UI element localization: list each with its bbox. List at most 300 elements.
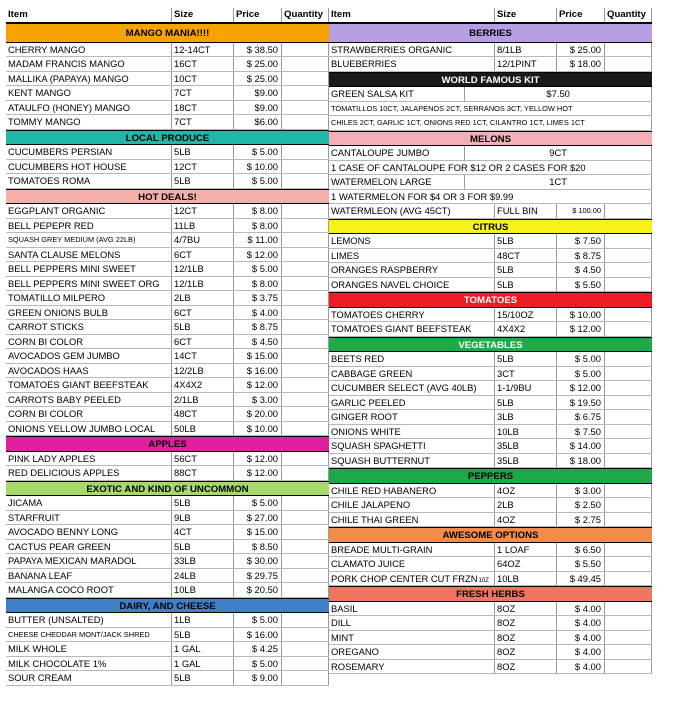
product-row [6,671,329,686]
item-price: $ 18.00 [557,57,605,71]
item-size: 10CT [172,72,234,86]
item-price: $ 20.00 [234,407,282,421]
kit-row [329,175,652,190]
item-price: $ 29.75 [234,569,282,583]
quantity-cell[interactable] [282,277,329,291]
quantity-cell[interactable] [605,425,652,439]
quantity-cell[interactable] [282,540,329,554]
product-row [6,57,329,72]
product-row [6,569,329,584]
item-size: 6CT [172,306,234,320]
item-name: BANANA LEAF [6,569,172,583]
item-price: $ 6.75 [557,410,605,424]
quantity-cell[interactable] [605,645,652,659]
product-row [329,396,652,411]
item-price: $ 15.00 [234,349,282,363]
quantity-cell[interactable] [605,263,652,277]
quantity-column-header: Quantity [605,8,652,22]
item-size: 35LB [495,454,557,468]
item-name: BLUEBERRIES [329,57,495,71]
product-row [329,57,652,72]
item-price: $ 12.00 [234,452,282,466]
item-size: 1 GAL [172,642,234,656]
quantity-cell[interactable] [605,249,652,263]
item-name: MILK WHOLE [6,642,172,656]
product-row [6,262,329,277]
column-header-row [329,8,652,23]
item-price: $ 8.00 [234,204,282,218]
item-name: OREGANO [329,645,495,659]
item-price: $ 5.50 [557,557,605,571]
item-size: 4X4X2 [495,322,557,336]
product-row [329,439,652,454]
item-size: 8OZ [495,616,557,630]
item-size: 5LB [495,396,557,410]
item-price: $ 27.00 [234,511,282,525]
quantity-cell[interactable] [282,174,329,188]
product-row [329,367,652,382]
note-row [329,102,652,117]
quantity-cell[interactable] [282,204,329,218]
item-name: AVOCADO BENNY LONG [6,525,172,539]
product-row [6,174,329,189]
category-title: APPLES [148,439,187,450]
item-size: 33LB [172,554,234,568]
item-price: $ 3.00 [557,484,605,498]
quantity-cell[interactable] [282,407,329,421]
item-name: BELL PEPPERS MINI SWEET ORG [6,277,172,291]
item-size: 1 LOAF [495,543,557,557]
item-price: $ 10.00 [557,308,605,322]
item-size: 6CT [172,335,234,349]
item-size: 10LB [495,425,557,439]
quantity-cell[interactable] [605,557,652,571]
item-name: PORK CHOP CENTER CUT FRZN10Z [329,572,495,586]
item-name: SANTA CLAUSE MELONS [6,248,172,262]
item-price: $ 20.50 [234,583,282,597]
product-row [6,277,329,292]
item-size: 6CT [172,248,234,262]
item-price: $ 2.75 [557,513,605,527]
note-row [329,116,652,131]
quantity-cell[interactable] [605,322,652,336]
product-row [6,628,329,643]
category-header [329,23,652,43]
item-size: 12/1PINT [495,57,557,71]
category-title: VEGETABLES [458,339,523,351]
product-row [6,306,329,321]
quantity-cell[interactable] [282,657,329,671]
quantity-cell[interactable] [605,43,652,57]
price-column-header: Price [234,8,282,22]
item-price: $ 5.00 [557,352,605,366]
quantity-cell[interactable] [282,349,329,363]
quantity-cell[interactable] [282,86,329,100]
item-name: CORN BI COLOR [6,335,172,349]
item-price: $ 8.75 [557,249,605,263]
item-name: SOUR CREAM [6,671,172,685]
item-name: SQUASH GREY MEDIUM (AVG 22LB) [6,233,172,247]
item-size: 56CT [172,452,234,466]
item-name: CANTALOUPE JUMBO [329,146,465,160]
item-name: STRAWBERRIES ORGANIC [329,43,495,57]
quantity-cell[interactable] [282,43,329,57]
quantity-cell[interactable] [605,660,652,674]
quantity-cell[interactable] [282,101,329,115]
category-header [329,219,652,235]
item-price: $ 14.00 [557,439,605,453]
item-name: TOMATOES GIANT BEEFSTEAK [6,378,172,392]
quantity-cell[interactable] [605,484,652,498]
item-size: 10LB [495,572,557,586]
product-row [6,554,329,569]
item-size: 48CT [172,407,234,421]
quantity-cell[interactable] [605,498,652,512]
product-row [329,352,652,367]
item-size: 5LB [172,320,234,334]
item-name: CHEESE CHEDDAR MONT/JACK SHRED [6,628,172,642]
category-header [329,337,652,353]
item-price: $ 5.00 [557,367,605,381]
item-name: CARROTS BABY PEELED [6,393,172,407]
right-price-list [329,8,652,674]
quantity-cell[interactable] [605,204,652,218]
price-column-header: Price [557,8,605,22]
quantity-cell[interactable] [282,248,329,262]
product-row [329,660,652,675]
item-size: 16CT [172,57,234,71]
item-name: CHILE THAI GREEN [329,513,495,527]
item-name: BUTTER (UNSALTED) [6,613,172,627]
quantity-column-header: Quantity [282,8,329,22]
product-row [329,322,652,337]
product-row [6,101,329,116]
quantity-cell[interactable] [282,569,329,583]
item-size: 4/7BU [172,233,234,247]
quantity-cell[interactable] [282,262,329,276]
item-size: 12CT [172,204,234,218]
item-price: $ 7.50 [557,234,605,248]
product-row [6,291,329,306]
item-price: $ 8.75 [234,320,282,334]
quantity-cell[interactable] [282,291,329,305]
item-size: 14CT [172,349,234,363]
item-size: 5LB [172,671,234,685]
item-name: ONIONS WHITE [329,425,495,439]
product-row [6,349,329,364]
quantity-cell[interactable] [282,466,329,480]
product-row [329,602,652,617]
item-name: AVOCADOS GEM JUMBO [6,349,172,363]
category-title: MELONS [469,133,512,145]
item-price: $ 5.00 [234,262,282,276]
item-price: $ 16.00 [234,364,282,378]
product-row [6,43,329,58]
item-name: MINT [329,631,495,645]
quantity-cell[interactable] [282,393,329,407]
product-row [6,248,329,263]
item-name: TOMATOES GIANT BEEFSTEAK [329,322,495,336]
category-title: MANGO MANIA!!!! [125,27,210,39]
product-row [6,496,329,511]
item-size: 4CT [172,525,234,539]
item-size: 5LB [172,496,234,510]
item-name: CORN BI COLOR [6,407,172,421]
item-size: 10LB [172,583,234,597]
item-name: GREEN ONIONS BULB [6,306,172,320]
item-suffix: 10Z [478,577,489,584]
product-row [6,540,329,555]
item-price: $ 5.50 [557,278,605,292]
item-price: $ 3.00 [234,393,282,407]
product-row [6,378,329,393]
item-price: $ 5.00 [234,657,282,671]
item-size: 12/2LB [172,364,234,378]
item-name: ROSEMARY [329,660,495,674]
product-row [6,466,329,481]
quantity-cell[interactable] [605,513,652,527]
quantity-cell[interactable] [605,278,652,292]
product-row [6,525,329,540]
category-header [329,72,652,88]
item-name: CACTUS PEAR GREEN [6,540,172,554]
item-name: BELL PEPPERS MINI SWEET [6,262,172,276]
item-price: $ 11.00 [234,233,282,247]
item-price: $ 12.00 [234,378,282,392]
quantity-cell[interactable] [605,396,652,410]
product-row [329,278,652,293]
item-price: $ 30.00 [234,554,282,568]
item-price: $9.00 [234,86,282,100]
item-name: ATAULFO (HONEY) MANGO [6,101,172,115]
quantity-cell[interactable] [282,642,329,656]
product-row [6,160,329,175]
item-price: $ 4.00 [557,631,605,645]
note-row [329,161,652,176]
product-row [329,410,652,425]
item-size: 5LB [172,145,234,159]
item-size: 1 GAL [172,657,234,671]
product-row [329,543,652,558]
quantity-cell[interactable] [282,525,329,539]
item-size: 8/1LB [495,43,557,57]
quantity-cell[interactable] [282,671,329,685]
item-name: LIMES [329,249,495,263]
item-size: 64OZ [495,557,557,571]
item-price: $ 19.50 [557,396,605,410]
item-size: 4OZ [495,513,557,527]
quantity-cell[interactable] [282,145,329,159]
item-size: 3CT [495,367,557,381]
quantity-cell[interactable] [282,511,329,525]
item-name: CUCUMBER SELECT (AVG 40LB) [329,381,495,395]
category-title: EXOTIC AND KIND OF UNCOMMON [86,483,249,495]
product-row [6,86,329,101]
quantity-cell[interactable] [605,367,652,381]
item-size: 1LB [172,613,234,627]
item-price: $ 7.50 [557,425,605,439]
item-size: 3LB [495,410,557,424]
item-price: $ 5.00 [234,174,282,188]
product-row [329,454,652,469]
product-row [6,320,329,335]
product-row [6,335,329,350]
product-row [329,249,652,264]
item-size: 2LB [495,498,557,512]
category-title: AWESOME OPTIONS [442,530,539,541]
product-row [6,115,329,130]
quantity-cell[interactable] [605,439,652,453]
item-size: 7CT [172,115,234,129]
quantity-cell[interactable] [282,219,329,233]
item-name: KENT MANGO [6,86,172,100]
item-size: 9LB [172,511,234,525]
quantity-cell[interactable] [605,454,652,468]
quantity-cell[interactable] [605,57,652,71]
quantity-cell[interactable] [605,352,652,366]
quantity-cell[interactable] [282,452,329,466]
quantity-cell[interactable] [605,410,652,424]
quantity-cell[interactable] [282,583,329,597]
product-row [329,263,652,278]
item-name: SQUASH SPAGHETTI [329,439,495,453]
item-price: $ 5.00 [234,613,282,627]
product-row [329,498,652,513]
product-row [6,613,329,628]
item-price: $ 5.00 [234,145,282,159]
product-row [6,657,329,672]
item-size: 12/1LB [172,262,234,276]
category-header [6,481,329,497]
category-header [6,130,329,146]
item-price: $ 25.00 [234,57,282,71]
item-name: CUCUMBERS HOT HOUSE [6,160,172,174]
quantity-cell[interactable] [282,115,329,129]
quantity-cell[interactable] [605,543,652,557]
category-header [329,586,652,602]
item-price: $ 25.00 [234,72,282,86]
item-price: $ 4.00 [557,660,605,674]
product-row [6,393,329,408]
item-price: $ 10.00 [234,422,282,436]
item-price: $ 4.00 [234,306,282,320]
item-name: CARROT STICKS [6,320,172,334]
quantity-cell[interactable] [282,57,329,71]
quantity-cell[interactable] [282,364,329,378]
category-header [6,189,329,205]
item-size: 5LB [495,352,557,366]
item-name: GARLIC PEELED [329,396,495,410]
quantity-cell[interactable] [282,160,329,174]
item-name: AVOCADOS HAAS [6,364,172,378]
item-name: LEMONS [329,234,495,248]
quantity-cell[interactable] [282,613,329,627]
quantity-cell[interactable] [282,422,329,436]
quantity-cell[interactable] [282,496,329,510]
item-price: $ 8.00 [234,219,282,233]
product-row [6,642,329,657]
item-size: 2/1LB [172,393,234,407]
item-detail: 1CT [465,175,652,189]
item-name: MALLIKA (PAPAYA) MANGO [6,72,172,86]
item-price: $ 2.50 [557,498,605,512]
left-rows [6,23,329,686]
quantity-cell[interactable] [282,233,329,247]
item-name: ORANGES RASPBERRY [329,263,495,277]
quantity-cell[interactable] [605,572,652,586]
product-row [6,204,329,219]
item-name: CUCUMBERS PERSIAN [6,145,172,159]
item-price: $ 12.00 [234,248,282,262]
category-title: FRESH HERBS [456,589,525,600]
quantity-cell[interactable] [282,335,329,349]
item-price: $ 8.50 [234,540,282,554]
item-size: 8OZ [495,602,557,616]
item-name: BEETS RED [329,352,495,366]
note-text: TOMATILLOS 10CT, JALAPENOS 2CT, SERRANOS 3CT, YELLOW HOT [329,102,652,116]
item-price: $ 12.00 [557,381,605,395]
product-row [329,204,652,219]
item-size: 88CT [172,466,234,480]
quantity-cell[interactable] [282,378,329,392]
item-price: $ 49.45 [557,572,605,586]
quantity-cell[interactable] [605,381,652,395]
item-name: TOMATILLO MILPERO [6,291,172,305]
product-row [329,425,652,440]
item-name: CABBAGE GREEN [329,367,495,381]
quantity-cell[interactable] [605,234,652,248]
item-name: CHERRY MANGO [6,43,172,57]
product-row [6,452,329,467]
quantity-cell[interactable] [282,72,329,86]
product-row [6,407,329,422]
item-price: $ 15.00 [234,525,282,539]
item-name: PINK LADY APPLES [6,452,172,466]
item-name: CHILE JALAPENO [329,498,495,512]
category-title: DAIRY, AND CHEESE [119,600,216,612]
product-row [329,43,652,58]
category-title: HOT DEALS! [138,191,197,203]
note-text: CHILES 2CT, GARLIC 1CT, ONIONS RED 1CT, CILANTRO 1CT, LIMES 1CT [329,116,652,130]
column-header-row [6,8,329,23]
item-size: 12CT [172,160,234,174]
item-size: 8OZ [495,660,557,674]
item-column-header: Item [6,8,172,22]
item-price: $ 4.25 [234,642,282,656]
quantity-cell[interactable] [605,308,652,322]
left-price-list [6,8,329,686]
item-size: FULL BIN [495,204,557,218]
item-price: $ 10.00 [234,160,282,174]
item-price: $ 4.50 [234,335,282,349]
item-name: BASIL [329,602,495,616]
quantity-cell[interactable] [605,631,652,645]
item-name: RED DELICIOUS APPLES [6,466,172,480]
item-size: 15/10OZ [495,308,557,322]
item-name: STARFRUIT [6,511,172,525]
category-header [329,131,652,147]
item-size: 5LB [172,628,234,642]
kit-row [329,146,652,161]
item-size: 5LB [495,263,557,277]
product-row [329,381,652,396]
quantity-cell[interactable] [282,628,329,642]
quantity-cell[interactable] [282,306,329,320]
quantity-cell[interactable] [282,320,329,334]
quantity-cell[interactable] [605,602,652,616]
quantity-cell[interactable] [605,616,652,630]
quantity-cell[interactable] [282,554,329,568]
